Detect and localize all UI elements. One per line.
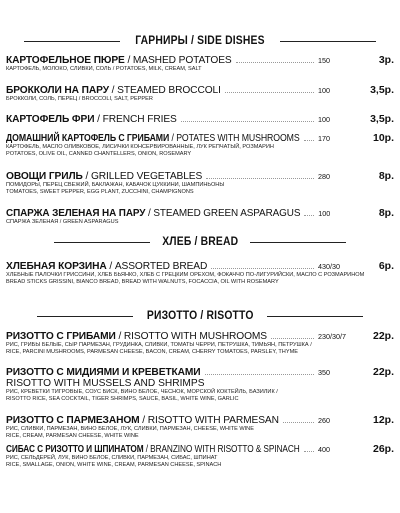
divider-line [250, 242, 346, 243]
item-description-en: RICE, CREAM, PARMESAN CHEESE, WHITE WINE [6, 433, 139, 440]
item-description: СПАРЖА ЗЕЛЕНАЯ / GREEN ASPARAGUS [6, 219, 119, 225]
item-description-en: RISOTTO RICE, SEA COCKTAIL, TIGER SHRIMPS, SAUCE, BASIL, WHITE WINE, GARLIC [6, 396, 239, 403]
item-name-ru: КАРТОФЕЛЬНОЕ ПЮРЕ [6, 55, 125, 66]
dotted-leader [211, 268, 314, 269]
menu-item-grilled-vegetables [6, 168, 394, 197]
item-weight: 100 [318, 115, 330, 124]
divider-line [24, 41, 120, 42]
divider-line [280, 41, 376, 42]
dotted-leader [271, 338, 314, 339]
item-name-en: / POTATES WITH MUSHROOMS [169, 133, 300, 144]
item-weight: 100 [318, 86, 330, 95]
item-price: 22р. [372, 330, 394, 342]
section-title: ГАРНИРЫ / SIDE DISHES [135, 35, 265, 47]
item-description-en: BREAD STICKS GRISSINI, BIANCO BREAD, BREAD WITH WALNUTS, FOCACCIA, OIL WITH ROSEMARY [6, 279, 279, 286]
item-description-ru: РИС, ГРИБЫ БЕЛЫЕ, СЫР ПАРМЕЗАН, ГРУДИНКА, СЛИВКИ, ТОМАТЫ ЧЕРРИ, ПЕТРУШКА, ТИМЬЯН, ПЕТРУШКА / [6, 342, 312, 348]
item-name-ru: ХЛЕБНАЯ КОРЗИНА [6, 261, 107, 272]
item-description-ru: ПОМИДОРЫ, ПЕРЕЦ СВЕЖИЙ, БАКЛАЖАН, КАБАЧОК ЦУККИНИ, ШАМПИНЬОНЫ [6, 182, 225, 188]
item-weight: 350 [318, 368, 330, 377]
item-price: 3,5р. [370, 84, 394, 96]
dotted-leader [304, 451, 314, 452]
item-name-ru: РИЗОТТО С ПАРМЕЗАНОМ [6, 415, 140, 426]
item-name-en: / STEAMED BROCCOLI [108, 85, 221, 96]
divider-line [37, 316, 133, 317]
item-name-en: / FRENCH FRIES [94, 114, 177, 125]
dotted-leader [236, 62, 314, 63]
item-description-ru: РИС, КРЕВЕТКИ ТИГРОВЫЕ, СОУС БИСК, ВИНО БЕЛОЕ, ЧЕСНОК, МОРСКОЙ КОКТЕЙЛЬ, БАЗИЛИК / [6, 389, 278, 395]
menu-item-risotto-mussels-shrimps [6, 364, 394, 404]
section-title: РИЗОТТО / RISOTTO [146, 310, 254, 322]
item-price: 6р. [378, 260, 394, 272]
menu-item-steamed-broccoli [6, 82, 394, 103]
item-name-en: / MASHED POTATOES [124, 55, 232, 66]
item-description-en: POTATOES, OLIVE OIL, CANNED CHANTELLERS, ONION, ROSEMARY [6, 151, 192, 158]
section-header-risotto [0, 310, 400, 322]
section-header-side-dishes [0, 35, 400, 47]
item-price: 8р. [378, 170, 394, 182]
item-name-ru: СИБАС С РИЗОТТО И ШПИНАТОМ [6, 444, 144, 455]
item-name-ru: БРОККОЛИ НА ПАРУ [6, 85, 109, 96]
item-weight: 230/30/7 [318, 332, 346, 341]
item-description: КАРТОФЕЛЬ, МОЛОКО, СЛИВКИ, СОЛЬ / POTATOES, MILK, CREAM, SALT [6, 66, 202, 72]
item-weight: 150 [318, 56, 330, 65]
menu-item-branzino [6, 441, 394, 470]
item-name-en: / RISOTTO WITH PARMESAN [139, 415, 279, 426]
item-price: 22р. [372, 366, 394, 378]
item-price: 3,5р. [370, 113, 394, 125]
dotted-leader [225, 92, 314, 93]
item-name-ru: РИЗОТТО С МИДИЯМИ И КРЕВЕТКАМИ [6, 367, 201, 378]
item-name-en: / GRILLED VEGETABLES [82, 171, 203, 182]
item-name-en: / BRANZINO WITH RISOTTO & SPINACH [143, 444, 300, 455]
dotted-leader [205, 374, 315, 375]
divider-line [54, 242, 150, 243]
item-description-en: TOMATOES, SWEET PEPPER, EGG PLANT, ZUCCHINI, CHAMPIGNONS [6, 189, 194, 196]
dotted-leader [206, 178, 314, 179]
item-price: 26р. [372, 443, 394, 455]
item-name-ru: ДОМАШНИЙ КАРТОФЕЛЬ С ГРИБАМИ [6, 133, 170, 144]
item-name-en-line: RISOTTO WITH MUSSELS AND SHRIMPS [6, 378, 205, 389]
item-weight: 280 [318, 172, 330, 181]
menu-item-assorted-bread [6, 258, 394, 287]
item-weight: 170 [318, 134, 330, 143]
item-description-ru: РИС, СЛИВКИ, ПАРМЕЗАН, ВИНО БЕЛОЕ, ЛУК, СЛИВКИ, ПАРМЕЗАН, CHEESE, WHITE WINE [6, 426, 254, 432]
item-description-en: RICE, SMALLAGE, ONION, WHITE WINE, CREAM, PARMESAN CHEESE, SPINACH [6, 462, 222, 469]
item-name-en: / RISOTTO WITH MUSHROOMS [115, 331, 267, 342]
item-description-ru: РИС, СЕЛЬДЕРЕЙ, ЛУК, ВИНО БЕЛОЕ, СЛИВКИ, ПАРМЕЗАН, СИБАС, ШПИНАТ [6, 455, 218, 461]
section-header-bread [0, 236, 400, 248]
item-name-ru: ОВОЩИ ГРИЛЬ [6, 171, 83, 182]
item-price: 12р. [372, 414, 394, 426]
menu-item-french-fries [6, 111, 394, 125]
item-description-ru: ХЛЕБНЫЕ ПАЛОЧКИ ГРИССИНИ, ХЛЕБ БЬЯНКО, ХЛЕБ С ГРЕЦКИМ ОРЕХОМ, ФОКАЧЧО ПО-ЛИГУРИЙСКИ, МАСЛО С РОЗМАРИНОМ [6, 272, 365, 278]
item-name-en: / STEAMED GREEN ASPARAGUS [145, 208, 301, 219]
item-name-ru: КАРТОФЕЛЬ ФРИ [6, 114, 95, 125]
item-name-en: / ASSORTED BREAD [106, 261, 208, 272]
item-price: 3р. [378, 54, 394, 66]
dotted-leader [304, 140, 314, 141]
item-name-ru: РИЗОТТО С ГРИБАМИ [6, 331, 116, 342]
dotted-leader [304, 215, 314, 216]
item-price: 10р. [372, 132, 394, 144]
item-weight: 430/30 [318, 262, 340, 271]
divider-line [267, 316, 363, 317]
item-description-ru: КАРТОФЕЛЬ, МАСЛО ОЛИВКОВОЕ, ЛИСИЧКИ КОНСЕРВИРОВАННЫЕ, ЛУК РЕПЧАТЫЙ, РОЗМАРИН [6, 144, 274, 150]
section-title: ХЛЕБ / BREAD [161, 236, 239, 248]
menu-item-potatoes-mushrooms [6, 130, 394, 159]
item-name-ru: СПАРЖА ЗЕЛЕНАЯ НА ПАРУ [6, 208, 146, 219]
item-weight: 260 [318, 416, 330, 425]
menu-item-mashed-potatoes [6, 52, 394, 73]
item-weight: 100 [318, 209, 331, 218]
item-price: 8р. [378, 207, 394, 219]
dotted-leader [283, 422, 314, 423]
menu-item-risotto-mushrooms [6, 328, 394, 357]
menu-item-risotto-parmesan [6, 412, 394, 441]
dotted-leader [181, 121, 314, 122]
item-description-en: RICE, PARCINI MUSHROOMS, PARMESAN CHEESE, BACON, CREAM, CHERRY TOMATOES, PARSLEY, THYME [6, 349, 298, 356]
item-description: БРОККОЛИ, СОЛЬ, ПЕРЕЦ / BROCCOLI, SALT, PEPPER [6, 96, 153, 102]
menu-item-green-asparagus [6, 205, 394, 226]
item-weight: 400 [318, 445, 330, 454]
